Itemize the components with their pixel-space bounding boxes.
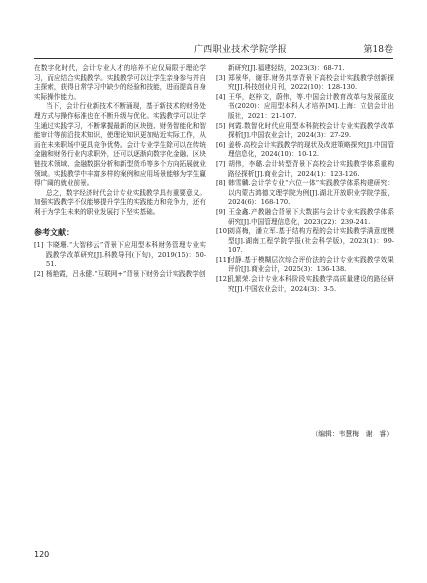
reference-text: 何霞.数智化时代应用型本科院校会计专业实践教学改革探析[J].中国农业会计，2024(3)：27-29. bbox=[228, 121, 394, 140]
reference-number: [12] bbox=[216, 275, 230, 284]
page-number: 120 bbox=[34, 550, 50, 559]
reference-number: [11] bbox=[216, 255, 230, 264]
volume-label: 第18卷 bbox=[363, 45, 393, 55]
reference-number: [4] bbox=[216, 92, 226, 101]
reference-text: 姜桥.高校会计实践教学的现状及改进策略探究[J].中国管理信息化，2024(10)：10-12. bbox=[228, 140, 394, 159]
editor-note: （编辑：韦慧梅 谢 睿） bbox=[311, 430, 393, 438]
reference-entry bbox=[216, 74, 394, 93]
reference-number: [3] bbox=[216, 73, 226, 82]
left-column bbox=[34, 64, 206, 279]
reference-entry bbox=[216, 64, 394, 74]
reference-entry bbox=[216, 179, 394, 208]
reference-text: 新研究[J].福建轻纺，2023(3)：68-71. bbox=[228, 64, 345, 72]
reference-number: [6] bbox=[216, 140, 226, 149]
reference-number: [5] bbox=[216, 121, 226, 130]
reference-entry bbox=[216, 227, 394, 256]
reference-number: [8] bbox=[216, 179, 226, 188]
journal-title: 广西职业技术学院学报 bbox=[194, 45, 288, 55]
right-column bbox=[216, 64, 394, 294]
body-paragraph: 在数字化时代，会计专业人才的培养不应仅局限于理论学习，而应结合实践教学。实践教学可以让学生亲身参与并自主探索，获得日常学习中缺少的经验和技能，进而提高自身实际操作能力。 bbox=[34, 64, 206, 101]
reference-text: 付静.基于模糊层次综合评价法的会计专业实践教学效果评价[J].商业会计，2025(3)：136-138. bbox=[228, 255, 394, 274]
reference-text: 韩雪麟.会计学专业“六位一体”实践教学体系构建研究：以内蒙古鸿德文理学院为例[J].湖北开放职业学院学报，2024(6)：168-170. bbox=[228, 179, 394, 207]
reference-entry bbox=[216, 160, 394, 179]
reference-number: [1] bbox=[34, 241, 44, 250]
reference-text: 刘喜梅，潘立军.基于结构方程的会计实践教学满意度模型[J].湖南工程学院学报(社会科学版)，2023(1)：99-107. bbox=[228, 227, 394, 255]
body-paragraph: 当下，会计行业新技术不断涌现，基于新技术的财务处理方式与操作标准也在不断升级与优化。实践教学可以让学生通过实践学习，不断掌握最新的区块链、财务智能化和智能审计等前沿技术知识，使理论知识更加贴近实际工作，从而在未来职场中更具竞争优势。会计专业学生除可以在传统金融和财务行业内求职外，还可以逐渐向数字化金融、区块链技术领域、金融数据分析和新型货币等多个方向拓展就业领域。实践教学中丰富多样的案例和应用场景能够为学生赢得广阔的就业前景。 bbox=[34, 102, 206, 188]
reference-entry bbox=[216, 256, 394, 275]
reference-entry bbox=[216, 93, 394, 122]
reference-number: [9] bbox=[216, 207, 226, 216]
reference-number: [7] bbox=[216, 159, 226, 168]
reference-entry bbox=[216, 208, 394, 227]
reference-entry bbox=[34, 270, 206, 280]
body-paragraph: 总之，数字经济时代会计专业实践教学具有重要意义。加强实践教学不仅能够提升学生的实践能力和竞争力，还有利于为学生未来的职业发展打下坚实基础。 bbox=[34, 188, 206, 216]
reference-text: 孔繁荣.会计专业本科阶段实践教学高质量建设的路径研究[J].中国农业会计，2024(3)：3-5. bbox=[228, 275, 394, 293]
reference-entry bbox=[34, 241, 206, 270]
reference-entry bbox=[216, 122, 394, 141]
references-heading: 参考文献： bbox=[34, 227, 74, 237]
running-header bbox=[34, 40, 393, 59]
reference-number: [10] bbox=[216, 227, 230, 236]
reference-text: 杨艳霞，吕永健.“互联网+”背景下财务会计实践教学创 bbox=[46, 269, 206, 278]
reference-number: [2] bbox=[34, 269, 44, 278]
reference-text: 王华，赵梓文，蔚伟，等.中国会计教育改革与发展蓝皮书(2020)：应用型本科人才培养[M].上海：立信会计出版社，2021：21-107. bbox=[228, 92, 394, 120]
reference-entry bbox=[216, 275, 394, 294]
reference-text: 王金鑫.产教融合背景下大数据与会计专业实践教学体系研究[J].中国管理信息化，2023(22)：239-241. bbox=[228, 207, 394, 226]
reference-text: 卞晓珊.“大智移云”背景下应用型本科财务管理专业实践教学改革研究[J].科教导刊(下旬)，2019(15)：50-51. bbox=[46, 241, 206, 269]
reference-text: 胡伟，李璐.会计转型背景下高校会计实践教学体系重构路径探析[J].商业会计，2024(1)：123-126. bbox=[228, 159, 394, 178]
reference-text: 郑景华，谢菲.财务共享背景下高校会计实践教学创新探究[J].科技创业月刊，2022(10)：128-130. bbox=[228, 73, 394, 92]
reference-entry bbox=[216, 141, 394, 160]
